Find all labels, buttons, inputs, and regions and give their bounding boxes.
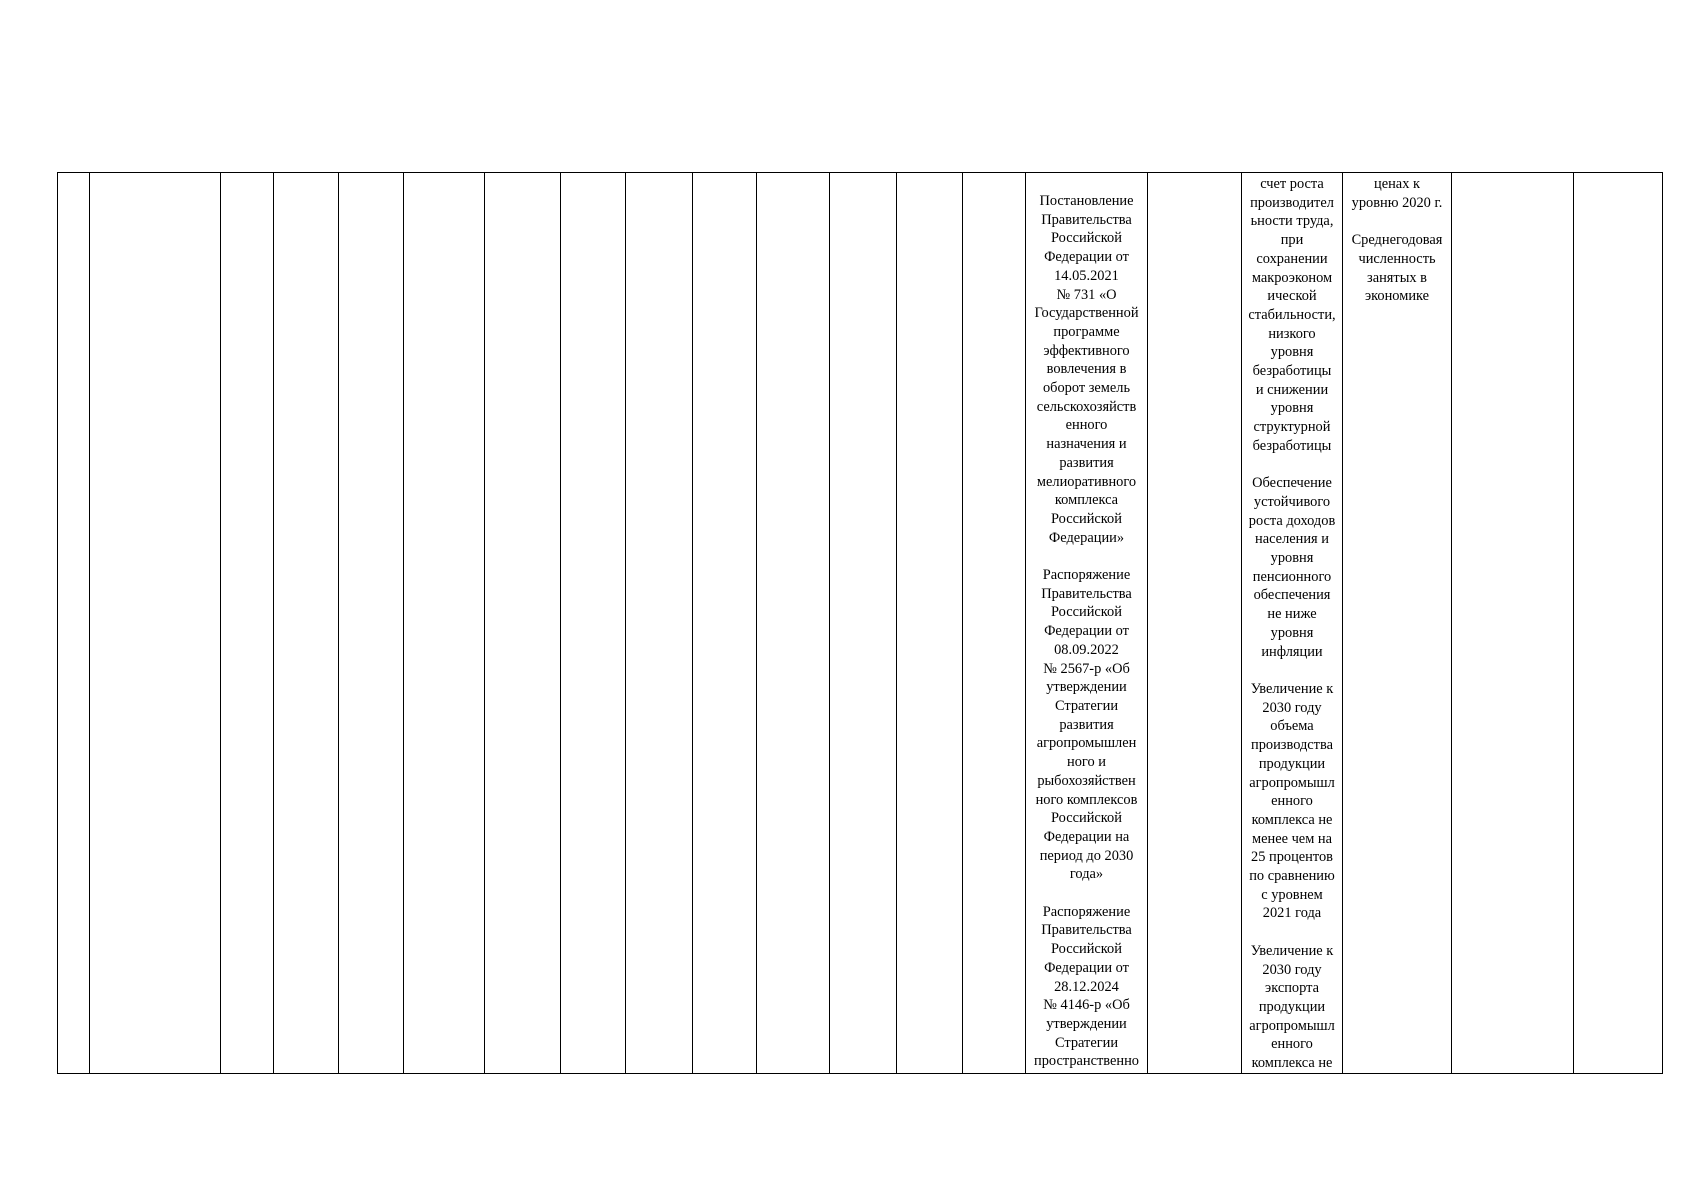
- table-cell-8: [561, 173, 626, 1074]
- table-cell-19: [1452, 173, 1574, 1074]
- goals-text: счет роста производител ьности труда, при сохранении макроэконом ической стабильности, низкого уровня безработицы и снижении уровня структурной безработицы Обеспечение устойчивого роста доходов населения и уровня пенсионного обеспечения не ниже уровня инфляции Увеличение к 2030 году объема производства продукции агропромышл енного комплекса не менее чем на 25 процентов по сравнению с уровнем 2021 года Увеличение к 2030 году экспорта продукции агропромышл енного комплекса не: [1248, 176, 1336, 1072]
- table-cell-16: [1148, 173, 1242, 1074]
- table-cell-14: [963, 173, 1026, 1074]
- table-cell-13: [897, 173, 963, 1074]
- table-cell-9: [626, 173, 693, 1074]
- table-cell-10: [693, 173, 757, 1074]
- table-cell-goals: [1242, 173, 1343, 1074]
- table-cell-documents: [1026, 173, 1148, 1074]
- table-cell-11: [757, 173, 830, 1074]
- table-cell-12: [830, 173, 897, 1074]
- table-cell-2: [90, 173, 221, 1074]
- table-cell-indicators: [1343, 173, 1452, 1074]
- table-row: [58, 173, 1663, 1074]
- table-cell-6: [404, 173, 485, 1074]
- indicators-text: ценах к уровню 2020 г. Среднегодовая численность занятых в экономике: [1351, 176, 1443, 305]
- table-cell-20: [1574, 173, 1663, 1074]
- table-cell-7: [485, 173, 561, 1074]
- table-cell-1: [58, 173, 90, 1074]
- table-cell-3: [221, 173, 274, 1074]
- documents-text: Постановление Правительства Российской Федерации от 14.05.2021 № 731 «О Государственной программе эффективного вовлечения в оборот земель сельскохозяйств енного назначения и развития мелиоративного комплекса Российской Федерации» Распоряжение Правительства Российской Федерации от 08.09.2022 № 2567-р «Об утверждении Стратегии развития агропромышлен ного и рыбохозяйствен ного комплексов Российской Федерации на период до 2030 года» Распоряжение Правительства Российской Федерации от 28.12.2024 № 4146-р «Об утверждении Стратегии пространственно: [1034, 193, 1139, 1070]
- table-cell-4: [274, 173, 339, 1074]
- table-cell-5: [339, 173, 404, 1074]
- program-table: [57, 172, 1663, 1074]
